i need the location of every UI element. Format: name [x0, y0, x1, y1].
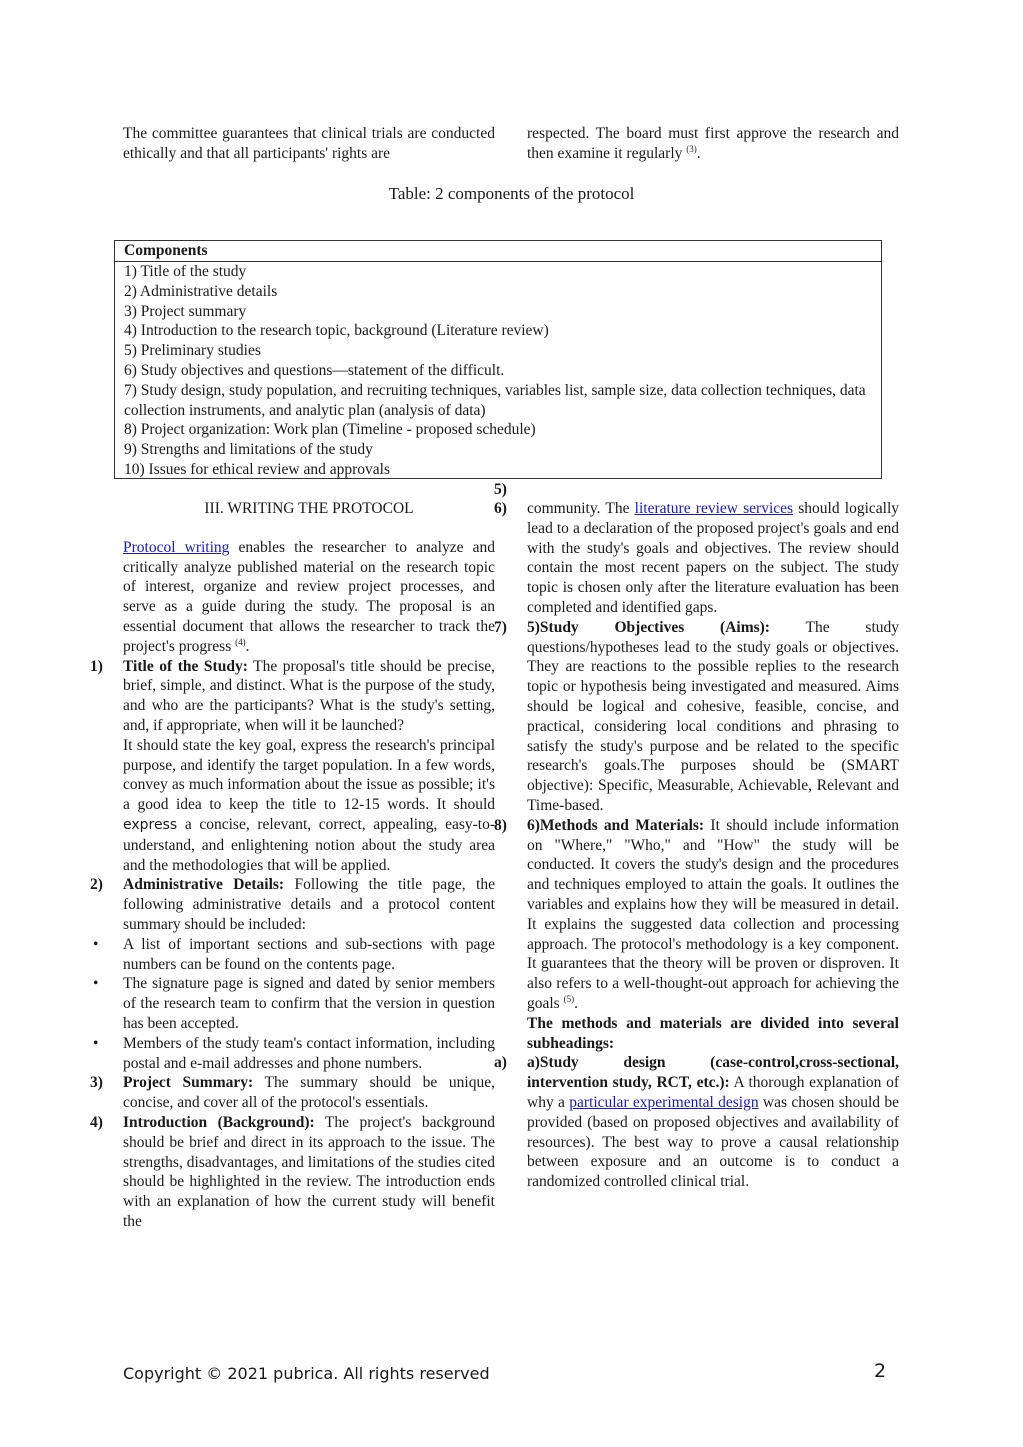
right-column [494, 499, 900, 1192]
item-text: The proposal's title should be precise, brief, simple, and distinct. What is the purpose of the study, and who are the participants? What is the study's setting, and, if appropriate, when will it be launched? [123, 657, 495, 734]
list-item-methods: 8) 6)Methods and Materials: It should include information on "Where," "Who," and "How" the study will be conducted. It covers the study's design and the procedures and techniques employed to attain the goals. It outlines the variables and explains how they will be measured in detail. It explains the suggested data collection and processing approach. The protocol's methodology is a key component. It guarantees that the theory will be proven or disproven. It also refers to a well-thought-out approach for achieving the goals $^{(5)}$. [494, 816, 900, 1012]
item-title: Administrative Details: [123, 876, 285, 894]
intro-paragraph-left [123, 124, 495, 164]
list-item-introduction [90, 1113, 495, 1232]
citation-ref: (3) [686, 143, 697, 154]
page-number: 2 [874, 1360, 887, 1382]
table-row: 6) Study objectives and questions—statement of the difficult. [124, 361, 505, 379]
list-number: 7) [494, 618, 507, 636]
list-number: 6) [494, 500, 507, 517]
item-text: It should include information on "Where," "Who," and "How" the study will be conducted. It covers the study's design and the procedures and techniques employed to attain the goals. It outlines the variables and explains how they will be measured in detail. It explains the suggested data collection and processing approach. The protocol's methodology is a key component. It guarantees that the theory will be proven or disproven. It also refers to a well-thought-out approach for achieving the goals [527, 816, 900, 1012]
item-text: express [123, 816, 178, 833]
table-caption: Table: 2 components of the protocol [388, 184, 635, 203]
item-title: a)Study design (case-control,cross-sectional, intervention study, RCT, etc.): [527, 1054, 899, 1092]
table-row: 2) Administrative details [124, 282, 278, 300]
intro-left-text: The committee guarantees that clinical trials are conducted ethically and that all participants' rights are [123, 125, 495, 162]
paragraph-text: enables the researcher to analyze and critically analyze published material on the research topic of interest, organize and review project processes, and serve as a guide during the study. The proposal is an essential document that allows the researcher to track the project's progress [123, 538, 495, 655]
table-row: 1) Title of the study [124, 263, 247, 280]
list-number: 3) [90, 1074, 103, 1092]
item-text: should logically lead to a declaration of the proposed project's goals and end with the study's goals and objectives. The review should contain the most recent papers on the subject. The study topic is chosen only after the literature evaluation has been completed and identified gaps. [527, 500, 900, 616]
list-number: a) [494, 1054, 507, 1072]
section-heading: III. WRITING THE PROTOCOL [204, 500, 414, 517]
bullet-text: The signature page is signed and dated by senior members of the research team to confirm that the version in question has been accepted. [123, 975, 495, 1032]
list-marker: 5) [494, 481, 507, 498]
item-text: was chosen should be provided (based on proposed objectives and availability of resources). The best way to prove a causal relationship between exposure and an outcome is to conduct a randomized controlled clinical trial. [527, 1093, 899, 1191]
list-item-title [90, 657, 495, 876]
list-number: 1) [90, 657, 103, 675]
item-text: The summary should be unique, concise, and cover all of the protocol's essentials. [123, 1074, 495, 1112]
citation-ref: (5) [563, 993, 575, 1004]
item-text: a concise, relevant, correct, appealing, easy-to-understand, and enlightening notion about the study area and the methodologies that will be applied. [123, 815, 495, 874]
table-row: 10) Issues for ethical review and approvals [124, 460, 390, 478]
item-title: Title of the Study: [123, 657, 248, 675]
item-title: Project Summary: [123, 1074, 254, 1092]
item-text: A thorough explanation of why a [527, 1074, 899, 1111]
table-row: 9) Strengths and limitations of the study [124, 441, 373, 459]
table-row: 5) Preliminary studies [124, 342, 261, 360]
item-text: The project's background should be brief and direct in its approach to the issue. The strengths, disadvantages, and limitations of the studies cited should be highlighted in the review. The introduction ends with an explanation of how the current study will benefit the [123, 1113, 495, 1230]
bullet-item [93, 974, 495, 1033]
bullet-item [93, 1034, 495, 1074]
citation-ref: (4) [235, 636, 246, 647]
copyright-footer: Copyright © 2021 pubrica. All rights reserved [123, 1364, 490, 1383]
left-column [90, 499, 495, 1232]
item-text-continued [123, 736, 495, 876]
literature-review-link[interactable]: literature review services [634, 500, 794, 517]
item-title: Introduction (Background): [123, 1113, 315, 1131]
protocol-intro-paragraph: Protocol writing enables the researcher to analyze and critically analyze published material on the research topic of interest, organize and review project processes, and serve as a guide during the study. The proposal is an essential document that allows the researcher to track the project's progress $^{(4)}$. [123, 538, 495, 655]
bullet-icon: • [93, 1034, 99, 1052]
item-text: It should state the key goal, express the research's principal purpose, and identify the target population. In a few words, convey as much information about the issue as possible; it's a good idea to keep the title to 12-15 words. It should [123, 736, 495, 814]
list-item-continued [494, 499, 900, 618]
protocol-writing-link[interactable]: Protocol writing [123, 538, 230, 556]
subheadings-note [527, 1014, 899, 1054]
table-row: 4) Introduction to the research topic, background (Literature review) [124, 322, 549, 340]
intro-paragraph-right: respected. The board must first approve the research and then examine it regularly $^{(3)}$. [527, 125, 899, 162]
bullet-item [93, 935, 495, 975]
list-item-administrative [90, 875, 495, 934]
item-title: 6)Methods and Materials: [527, 816, 705, 834]
list-item-study-design [494, 1053, 899, 1192]
bullet-icon: • [93, 975, 99, 993]
list-number: 4) [90, 1113, 103, 1131]
bullet-text: Members of the study team's contact information, including postal and e-mail addresses and phone numbers. [123, 1034, 495, 1072]
intro-right-text: respected. The board must first approve the research and then examine it regularly [527, 125, 899, 162]
item-text: Following the title page, the following administrative details and a protocol content summary should be included: [123, 876, 495, 933]
list-item-objectives [494, 618, 899, 816]
experimental-design-link[interactable]: particular experimental design [569, 1093, 759, 1111]
bold-text: The methods and materials are divided into several subheadings: [527, 1014, 899, 1052]
list-number: 2) [90, 876, 103, 894]
table-row: 7) Study design, study population, and recruiting techniques, variables list, sample size, data collection techniques, data collection instruments, and analytic plan (analysis of data) [124, 381, 866, 419]
item-text: community. The [527, 500, 635, 517]
components-table [114, 240, 882, 479]
table-row: 3) Project summary [124, 302, 247, 320]
item-title: 5)Study Objectives (Aims): [527, 618, 770, 636]
table-row: 8) Project organization: Work plan (Timeline - proposed schedule) [124, 421, 536, 439]
list-number: 8) [494, 816, 507, 834]
list-item-summary [90, 1073, 495, 1113]
item-text: The study questions/hypotheses lead to the study goals or objectives. They are reactions to the possible replies to the research topic or hypothesis being investigated and measured. Aims should be logical and cohesive, feasible, concise, and practical, considering local conditions and phrasing to satisfy the study's purpose and be related to the specific research's goals.The purposes should be (SMART objective): Specific, Measurable, Achievable, Relevant and Time-based. [527, 618, 899, 814]
table-header: Components [115, 241, 881, 262]
bullet-icon: • [93, 935, 99, 953]
bullet-text: A list of important sections and sub-sections with page numbers can be found on the contents page. [123, 935, 495, 973]
